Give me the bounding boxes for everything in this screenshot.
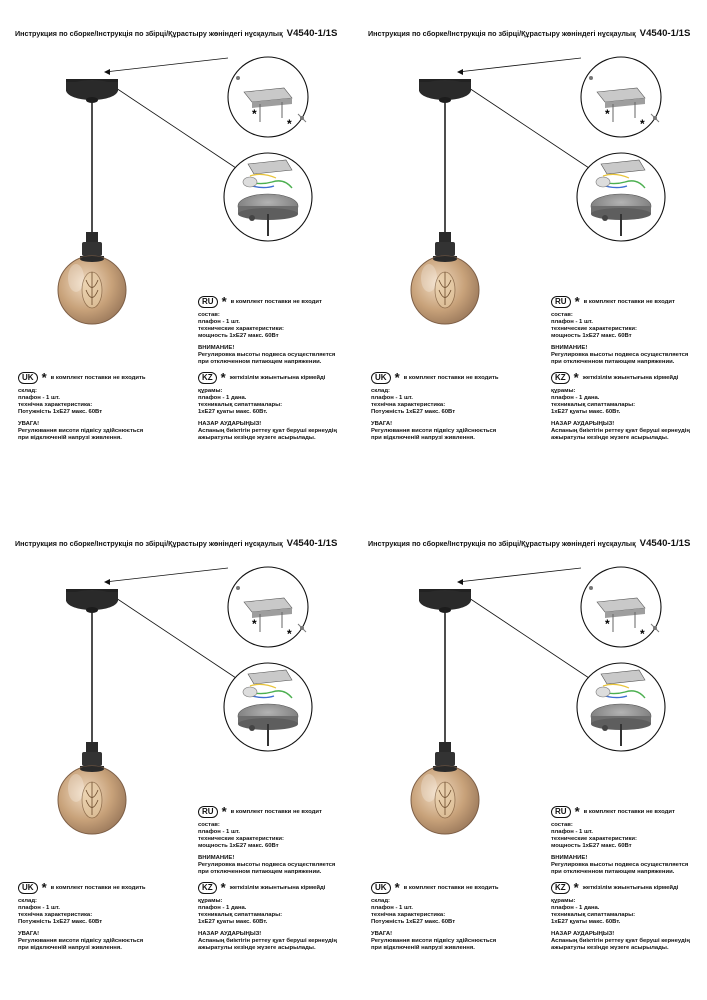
uk-not-included-note: в комплект поставки не входить xyxy=(403,884,499,891)
uk-info-block xyxy=(18,372,146,442)
kz-warning-line: ажыратулы кезінде жүзеге асырылады. xyxy=(551,945,669,951)
kz-line: 1хЕ27 қуаты макс. 60Вт. xyxy=(551,409,621,415)
not-included-star: * xyxy=(574,294,580,309)
bulb xyxy=(82,782,102,818)
not-included-star: * xyxy=(41,880,47,895)
not-included-star: * xyxy=(41,370,47,385)
ru-warning-title: ВНИМАНИЕ! xyxy=(198,345,235,351)
ru-line: мощность 1хЕ27 макс. 60Вт xyxy=(198,843,279,849)
kz-line: құрамы: xyxy=(551,898,576,904)
kz-line: плафон - 1 дана. xyxy=(551,395,600,401)
not-included-star: * xyxy=(573,880,579,895)
ru-info-block xyxy=(198,806,335,876)
not-included-mark: * xyxy=(287,627,292,641)
instruction-panel-top-left xyxy=(0,0,345,490)
kz-warning-line: Аспаның биіктігін реттеу қуат беруші кернеудің xyxy=(198,428,337,434)
ru-line: плафон - 1 шт. xyxy=(551,829,593,835)
uk-warning-title: УВАГА! xyxy=(371,421,393,427)
ru-line: мощность 1хЕ27 макс. 60Вт xyxy=(551,843,632,849)
arrow-to-bracket xyxy=(458,58,581,72)
title-text: Инструкция по сборке/Інструкція по збірці/Құрастыру жөніндегі нұсқаулық xyxy=(15,29,283,38)
bracket-detail-circle xyxy=(581,57,661,137)
ru-line: плафон - 1 шт. xyxy=(551,319,593,325)
uk-warning-line: Регулювання висоти підвісу здійснюється xyxy=(18,428,144,434)
kz-line: техникалық сипаттамалары: xyxy=(551,912,636,918)
uk-info-block xyxy=(371,372,499,442)
kz-not-included-note: жеткізілім жиынтығына кірмейді xyxy=(582,374,679,381)
uk-info-block xyxy=(371,882,499,952)
ru-badge: RU xyxy=(551,806,571,818)
kz-warning-line: ажыратулы кезінде жүзеге асырылады. xyxy=(551,435,669,441)
kz-line: құрамы: xyxy=(551,388,576,394)
ru-not-included-note: в комплект поставки не входит xyxy=(583,298,675,305)
ru-line: состав: xyxy=(198,312,220,318)
kz-line: техникалық сипаттамалары: xyxy=(198,912,283,918)
bracket-detail-circle xyxy=(228,57,308,137)
not-included-star: * xyxy=(574,804,580,819)
bulb xyxy=(435,782,455,818)
uk-line: Потужність 1хЕ27 макс. 60Вт xyxy=(18,409,103,415)
instruction-panel-top-right xyxy=(353,0,698,490)
instruction-panel-bottom-left xyxy=(0,510,345,1000)
bulb xyxy=(435,272,455,308)
arrow-to-plate xyxy=(110,594,236,678)
ru-line: технические характеристики: xyxy=(198,836,284,842)
not-included-mark: * xyxy=(640,627,645,641)
arrow-to-bracket xyxy=(105,58,228,72)
title-text: Инструкция по сборке/Інструкція по збірці/Құрастыру жөніндегі нұсқаулық xyxy=(368,29,636,38)
uk-line: склад: xyxy=(18,388,38,394)
ru-warning-line: Регулировка высоты подвеса осуществляется xyxy=(198,862,336,868)
uk-line: технічна характеристика: xyxy=(18,912,93,918)
ru-warning-line: Регулировка высоты подвеса осуществляется xyxy=(551,862,689,868)
wiring-detail-circle xyxy=(224,663,312,751)
uk-not-included-note: в комплект поставки не входить xyxy=(50,374,146,381)
ru-warning-title: ВНИМАНИЕ! xyxy=(551,855,588,861)
kz-line: құрамы: xyxy=(198,388,223,394)
kz-warning-line: ажыратулы кезінде жүзеге асырылады. xyxy=(198,945,316,951)
uk-warning-line: Регулювання висоти підвісу здійснюється xyxy=(18,938,144,944)
kz-not-included-note: жеткізілім жиынтығына кірмейді xyxy=(229,884,326,891)
ru-not-included-note: в комплект поставки не входит xyxy=(583,808,675,815)
ru-line: состав: xyxy=(198,822,220,828)
model-number: V4540-1/1S xyxy=(286,538,338,549)
uk-not-included-note: в комплект поставки не входить xyxy=(403,374,499,381)
uk-line: Потужність 1хЕ27 макс. 60Вт xyxy=(371,409,456,415)
kz-line: құрамы: xyxy=(198,898,223,904)
ceiling-canopy xyxy=(419,79,471,103)
uk-warning-title: УВАГА! xyxy=(371,931,393,937)
ru-info-block xyxy=(198,296,335,366)
uk-line: Потужність 1хЕ27 макс. 60Вт xyxy=(18,919,103,925)
ru-badge: RU xyxy=(551,296,571,308)
not-included-star: * xyxy=(573,370,579,385)
kz-line: плафон - 1 дана. xyxy=(551,905,600,911)
arrowhead xyxy=(457,579,463,585)
kz-warning-title: НАЗАР АУДАРЫҢЫЗ! xyxy=(198,421,262,427)
instruction-panel-bottom-right xyxy=(353,510,698,1000)
not-included-star: * xyxy=(221,294,227,309)
kz-info-block xyxy=(551,882,690,952)
not-included-mark: * xyxy=(252,107,257,121)
uk-line: Потужність 1хЕ27 макс. 60Вт xyxy=(371,919,456,925)
uk-line: склад: xyxy=(18,898,38,904)
ceiling-canopy xyxy=(66,589,118,613)
wiring-detail-circle xyxy=(224,153,312,241)
not-included-mark: * xyxy=(605,107,610,121)
wiring-detail-circle xyxy=(577,663,665,751)
kz-warning-title: НАЗАР АУДАРЫҢЫЗ! xyxy=(198,931,262,937)
uk-warning-line: при відключеній напрузі живлення. xyxy=(371,435,475,441)
arrowhead xyxy=(104,69,110,75)
kz-line: техникалық сипаттамалары: xyxy=(551,402,636,408)
bracket-detail-circle xyxy=(228,567,308,647)
arrow-to-plate xyxy=(463,594,589,678)
uk-line: склад: xyxy=(371,898,391,904)
uk-warning-line: при відключеній напрузі живлення. xyxy=(18,435,122,441)
uk-warning-line: при відключеній напрузі живлення. xyxy=(371,945,475,951)
kz-warning-title: НАЗАР АУДАРЫҢЫЗ! xyxy=(551,421,615,427)
ru-line: состав: xyxy=(551,822,573,828)
uk-warning-line: при відключеній напрузі живлення. xyxy=(18,945,122,951)
uk-warning-line: Регулювання висоти підвісу здійснюється xyxy=(371,428,497,434)
uk-badge: UK xyxy=(371,882,391,894)
uk-line: плафон - 1 шт. xyxy=(18,395,60,401)
not-included-star: * xyxy=(221,804,227,819)
uk-badge: UK xyxy=(371,372,391,384)
model-number: V4540-1/1S xyxy=(639,28,691,39)
ru-line: мощность 1хЕ27 макс. 60Вт xyxy=(198,333,279,339)
not-included-star: * xyxy=(394,370,400,385)
ru-warning-line: Регулировка высоты подвеса осуществляется xyxy=(198,352,336,358)
kz-info-block xyxy=(551,372,690,442)
uk-badge: UK xyxy=(18,372,38,384)
not-included-mark: * xyxy=(640,117,645,131)
ru-line: технические характеристики: xyxy=(198,326,284,332)
uk-badge: UK xyxy=(18,882,38,894)
not-included-mark: * xyxy=(605,617,610,631)
kz-line: 1хЕ27 қуаты макс. 60Вт. xyxy=(551,919,621,925)
uk-line: плафон - 1 шт. xyxy=(371,395,413,401)
ceiling-canopy xyxy=(66,79,118,103)
ru-line: плафон - 1 шт. xyxy=(198,829,240,835)
arrow-to-bracket xyxy=(458,568,581,582)
ru-line: мощность 1хЕ27 макс. 60Вт xyxy=(551,333,632,339)
kz-line: 1хЕ27 қуаты макс. 60Вт. xyxy=(198,919,268,925)
kz-line: плафон - 1 дана. xyxy=(198,905,247,911)
model-number: V4540-1/1S xyxy=(639,538,691,549)
uk-line: технічна характеристика: xyxy=(18,402,93,408)
kz-badge: KZ xyxy=(551,882,570,894)
ru-warning-line: при отключенном питающем напряжении. xyxy=(198,359,322,365)
kz-badge: KZ xyxy=(551,372,570,384)
uk-warning-title: УВАГА! xyxy=(18,931,40,937)
uk-line: склад: xyxy=(371,388,391,394)
title-text: Инструкция по сборке/Інструкція по збірці/Құрастыру жөніндегі нұсқаулық xyxy=(368,539,636,548)
ru-info-block xyxy=(551,296,688,366)
arrowhead xyxy=(104,579,110,585)
kz-not-included-note: жеткізілім жиынтығына кірмейді xyxy=(229,374,326,381)
ceiling-canopy xyxy=(419,589,471,613)
ru-badge: RU xyxy=(198,806,218,818)
kz-line: техникалық сипаттамалары: xyxy=(198,402,283,408)
kz-warning-line: Аспаның биіктігін реттеу қуат беруші кернеудің xyxy=(551,938,690,944)
ru-warning-line: при отключенном питающем напряжении. xyxy=(551,869,675,875)
ru-line: технические характеристики: xyxy=(551,836,637,842)
ru-not-included-note: в комплект поставки не входит xyxy=(230,298,322,305)
uk-info-block xyxy=(18,882,146,952)
kz-warning-line: Аспаның биіктігін реттеу қуат беруші кернеудің xyxy=(551,428,690,434)
uk-line: плафон - 1 шт. xyxy=(371,905,413,911)
ru-warning-line: Регулировка высоты подвеса осуществляется xyxy=(551,352,689,358)
uk-warning-title: УВАГА! xyxy=(18,421,40,427)
not-included-mark: * xyxy=(252,617,257,631)
uk-not-included-note: в комплект поставки не входить xyxy=(50,884,146,891)
uk-line: плафон - 1 шт. xyxy=(18,905,60,911)
ru-badge: RU xyxy=(198,296,218,308)
kz-not-included-note: жеткізілім жиынтығына кірмейді xyxy=(582,884,679,891)
ru-warning-line: при отключенном питающем напряжении. xyxy=(198,869,322,875)
kz-info-block xyxy=(198,882,337,952)
not-included-star: * xyxy=(220,880,226,895)
kz-badge: KZ xyxy=(198,372,217,384)
ru-warning-title: ВНИМАНИЕ! xyxy=(551,345,588,351)
kz-warning-title: НАЗАР АУДАРЫҢЫЗ! xyxy=(551,931,615,937)
not-included-mark: * xyxy=(287,117,292,131)
arrowhead xyxy=(457,69,463,75)
kz-badge: KZ xyxy=(198,882,217,894)
bracket-detail-circle xyxy=(581,567,661,647)
ru-info-block xyxy=(551,806,688,876)
title-text: Инструкция по сборке/Інструкція по збірці/Құрастыру жөніндегі нұсқаулық xyxy=(15,539,283,548)
kz-warning-line: ажыратулы кезінде жүзеге асырылады. xyxy=(198,435,316,441)
uk-warning-line: Регулювання висоти підвісу здійснюється xyxy=(371,938,497,944)
ru-warning-title: ВНИМАНИЕ! xyxy=(198,855,235,861)
kz-line: 1хЕ27 қуаты макс. 60Вт. xyxy=(198,409,268,415)
uk-line: технічна характеристика: xyxy=(371,912,446,918)
kz-line: плафон - 1 дана. xyxy=(198,395,247,401)
not-included-star: * xyxy=(394,880,400,895)
model-number: V4540-1/1S xyxy=(286,28,338,39)
bulb xyxy=(82,272,102,308)
arrow-to-plate xyxy=(110,84,236,168)
ru-line: технические характеристики: xyxy=(551,326,637,332)
kz-info-block xyxy=(198,372,337,442)
kz-warning-line: Аспаның биіктігін реттеу қуат беруші кернеудің xyxy=(198,938,337,944)
uk-line: технічна характеристика: xyxy=(371,402,446,408)
ru-warning-line: при отключенном питающем напряжении. xyxy=(551,359,675,365)
ru-line: состав: xyxy=(551,312,573,318)
ru-line: плафон - 1 шт. xyxy=(198,319,240,325)
ru-not-included-note: в комплект поставки не входит xyxy=(230,808,322,815)
arrow-to-plate xyxy=(463,84,589,168)
wiring-detail-circle xyxy=(577,153,665,241)
not-included-star: * xyxy=(220,370,226,385)
arrow-to-bracket xyxy=(105,568,228,582)
